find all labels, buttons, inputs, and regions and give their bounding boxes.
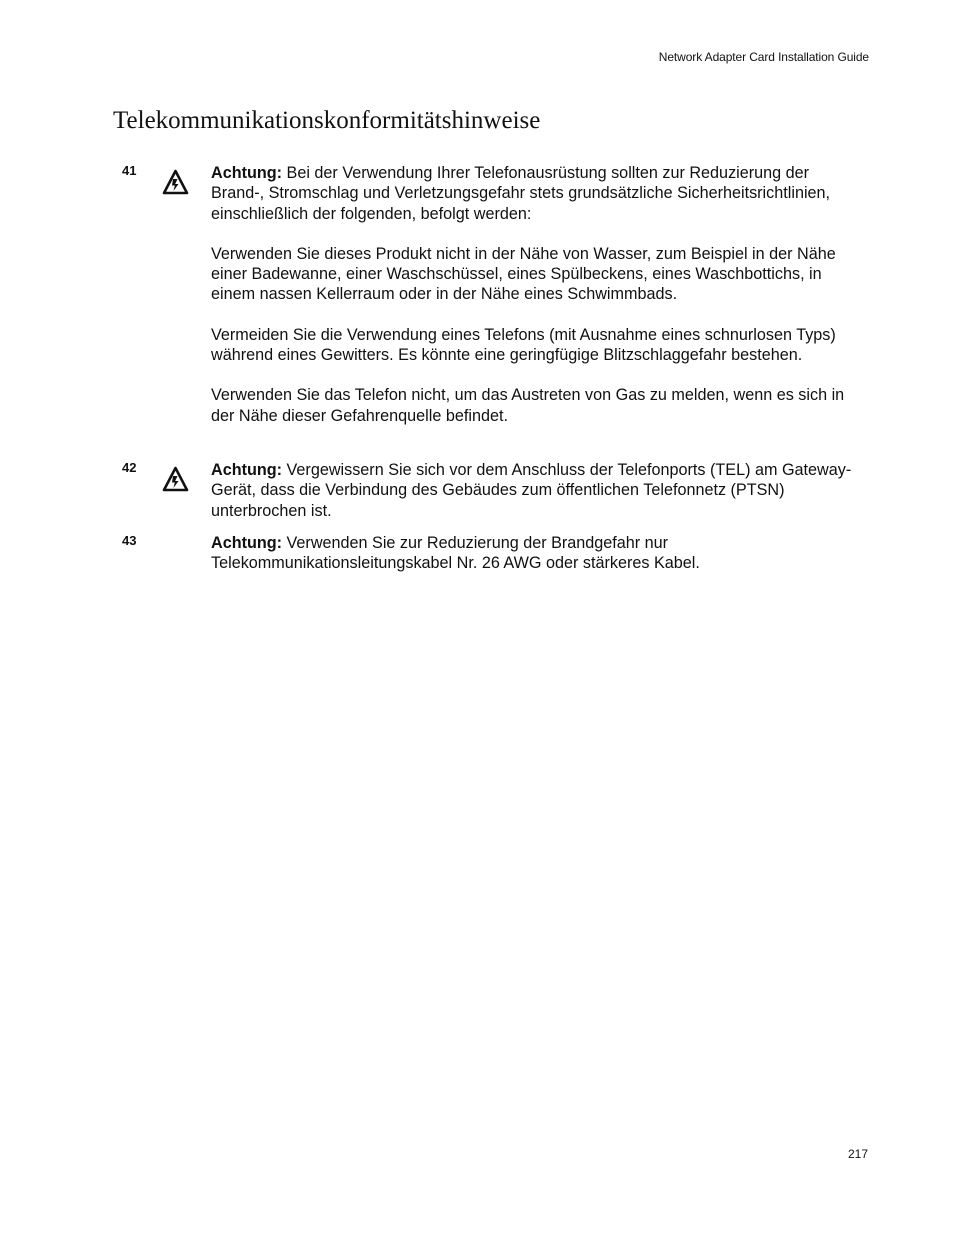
warning-paragraph: Verwenden Sie das Telefon nicht, um das Austreten von Gas zu melden, wenn es sich in der Nähe dieser Gefahrenquelle befindet. xyxy=(211,386,845,425)
warning-paragraph: Vermeiden Sie die Verwendung eines Telefons (mit Ausnahme eines schnurlosen Typs) während eines Gewitters. Es könnte eine geringfügige Blitzschlaggefahr bestehen. xyxy=(211,325,836,365)
warning-number: 43 xyxy=(122,533,137,548)
warning-text xyxy=(211,163,861,426)
electrical-hazard-icon xyxy=(162,466,189,492)
warning-paragraph-text: Vergewissern Sie sich vor dem Anschluss der Telefonports (TEL) am Gateway-Gerät, dass die Verbindung des Gebäudes zum öffentlichen Telefonnetz (PTSN) unterbrochen ist. xyxy=(211,461,852,520)
warning-paragraph-text: Verwenden Sie zur Reduzierung der Brandgefahr nur Telekommunikationsleitungskabel Nr. 26 AWG oder stärkeres Kabel. xyxy=(211,534,700,573)
warning-text xyxy=(211,533,861,574)
section-title: Telekommunikationskonformitätshinweise xyxy=(113,107,541,134)
warning-label: Achtung: xyxy=(211,461,283,479)
warning-number: 42 xyxy=(122,460,137,475)
warning-label: Achtung: xyxy=(211,164,283,182)
warning-paragraph-text: Bei der Verwendung Ihrer Telefonausrüstung sollten zur Reduzierung der Brand-, Stromschlag und Verletzungsgefahr stets grundsätzliche Sicherheitsrichtlinien, einschließlich der folgenden, befolgt werden: xyxy=(211,164,831,223)
warning-paragraph: Verwenden Sie dieses Produkt nicht in der Nähe von Wasser, zum Beispiel in der Nähe einer Badewanne, einer Waschschüssel, eines Spülbeckens, eines Waschbottichs, in einem nassen Kellerraum oder in der Nähe eines Schwimmbads. xyxy=(211,244,836,304)
running-header: Network Adapter Card Installation Guide xyxy=(658,50,869,64)
warning-paragraph xyxy=(211,533,861,574)
warning-label: Achtung: xyxy=(211,534,283,552)
warning-paragraph xyxy=(211,163,861,224)
page-number: 217 xyxy=(847,1147,868,1161)
electrical-hazard-icon xyxy=(162,169,189,195)
warning-number: 41 xyxy=(122,163,137,178)
warning-paragraph xyxy=(211,460,861,521)
warning-text xyxy=(211,460,861,521)
